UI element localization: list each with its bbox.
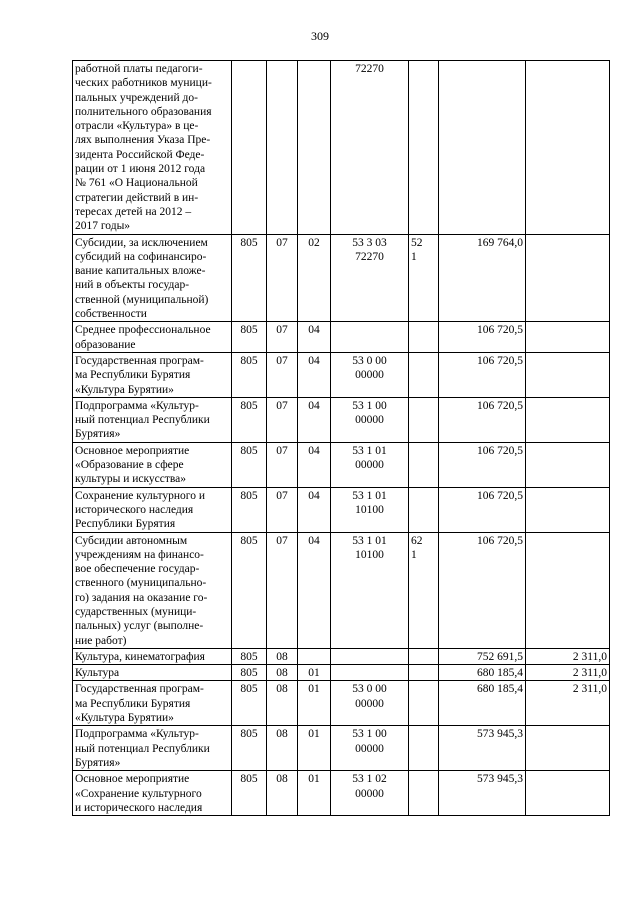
expense-type-cell bbox=[409, 352, 439, 397]
amount-cell: 680 185,4 bbox=[439, 665, 526, 681]
section-cell: 07 bbox=[267, 352, 298, 397]
target-article-cell bbox=[331, 648, 409, 664]
expense-type-cell bbox=[409, 665, 439, 681]
amount-subvention-cell bbox=[526, 61, 610, 235]
amount-cell: 106 720,5 bbox=[439, 532, 526, 648]
row-name-cell: Основное мероприятие «Сохранение культурного и исторического наследия bbox=[73, 771, 232, 816]
target-article-cell: 53 1 01 10100 bbox=[331, 487, 409, 532]
table-row bbox=[73, 234, 610, 322]
amount-subvention-cell bbox=[526, 322, 610, 353]
amount-cell: 106 720,5 bbox=[439, 397, 526, 442]
amount-subvention-cell bbox=[526, 487, 610, 532]
section-cell: 08 bbox=[267, 665, 298, 681]
target-article-cell: 53 1 02 00000 bbox=[331, 771, 409, 816]
row-name-cell: Субсидии, за исключением субсидий на софинансиро- вание капитальных вложе- ний в объекты государ- ственной (муниципальной) собственности bbox=[73, 234, 232, 322]
section-cell: 07 bbox=[267, 397, 298, 442]
grbs-cell: 805 bbox=[232, 397, 267, 442]
table-row bbox=[73, 352, 610, 397]
amount-cell: 106 720,5 bbox=[439, 487, 526, 532]
expense-type-cell bbox=[409, 322, 439, 353]
amount-subvention-cell bbox=[526, 532, 610, 648]
expense-type-cell: 52 1 bbox=[409, 234, 439, 322]
row-name-cell: Субсидии автономным учреждениям на финансо- вое обеспечение государ- ственного (муниципально- го) задания на оказание го- сударственных (муници- пальных) услуг (выполне- ние работ) bbox=[73, 532, 232, 648]
table-row bbox=[73, 397, 610, 442]
row-name-cell: Подпрограмма «Культур- ный потенциал Республики Бурятия» bbox=[73, 726, 232, 771]
amount-cell: 169 764,0 bbox=[439, 234, 526, 322]
grbs-cell: 805 bbox=[232, 665, 267, 681]
amount-cell: 680 185,4 bbox=[439, 681, 526, 726]
section-cell bbox=[267, 61, 298, 235]
row-name-cell: Государственная програм- ма Республики Бурятия «Культура Бурятии» bbox=[73, 352, 232, 397]
table-row bbox=[73, 487, 610, 532]
amount-cell: 573 945,3 bbox=[439, 726, 526, 771]
budget-table bbox=[72, 60, 610, 816]
target-article-cell: 53 3 03 72270 bbox=[331, 234, 409, 322]
expense-type-cell bbox=[409, 61, 439, 235]
amount-cell: 106 720,5 bbox=[439, 322, 526, 353]
amount-subvention-cell bbox=[526, 397, 610, 442]
subsection-cell: 04 bbox=[298, 352, 331, 397]
target-article-cell bbox=[331, 665, 409, 681]
section-cell: 07 bbox=[267, 532, 298, 648]
section-cell: 07 bbox=[267, 487, 298, 532]
subsection-cell: 04 bbox=[298, 322, 331, 353]
expense-type-cell bbox=[409, 442, 439, 487]
table-body bbox=[73, 61, 610, 816]
subsection-cell: 04 bbox=[298, 397, 331, 442]
subsection-cell: 04 bbox=[298, 487, 331, 532]
grbs-cell: 805 bbox=[232, 442, 267, 487]
row-name-cell: Основное мероприятие «Образование в сфере культуры и искусства» bbox=[73, 442, 232, 487]
table-row bbox=[73, 681, 610, 726]
grbs-cell: 805 bbox=[232, 234, 267, 322]
subsection-cell bbox=[298, 648, 331, 664]
row-name-cell: Сохранение культурного и исторического наследия Республики Бурятия bbox=[73, 487, 232, 532]
section-cell: 07 bbox=[267, 442, 298, 487]
table-row bbox=[73, 665, 610, 681]
row-name-cell: работной платы педагоги- ческих работников муници- пальных учреждений до- полнительного образования отрасли «Культура» в це- лях выполнения Указа Пре- зидента Российской Феде- рации от 1 июня 2012 года № 761 «О Национальной стратегии действий в ин- тересах детей на 2012 – 2017 годы» bbox=[73, 61, 232, 235]
expense-type-cell bbox=[409, 397, 439, 442]
section-cell: 07 bbox=[267, 234, 298, 322]
amount-cell: 106 720,5 bbox=[439, 352, 526, 397]
page-number: 309 bbox=[311, 29, 329, 43]
amount-subvention-cell bbox=[526, 726, 610, 771]
amount-subvention-cell bbox=[526, 442, 610, 487]
target-article-cell: 53 1 01 00000 bbox=[331, 442, 409, 487]
expense-type-cell bbox=[409, 648, 439, 664]
grbs-cell: 805 bbox=[232, 322, 267, 353]
section-cell: 08 bbox=[267, 726, 298, 771]
amount-subvention-cell: 2 311,0 bbox=[526, 665, 610, 681]
expense-type-cell bbox=[409, 771, 439, 816]
amount-subvention-cell bbox=[526, 771, 610, 816]
subsection-cell: 01 bbox=[298, 726, 331, 771]
expense-type-cell bbox=[409, 487, 439, 532]
amount-subvention-cell bbox=[526, 352, 610, 397]
target-article-cell: 53 0 00 00000 bbox=[331, 352, 409, 397]
target-article-cell: 53 1 00 00000 bbox=[331, 397, 409, 442]
subsection-cell: 04 bbox=[298, 532, 331, 648]
grbs-cell: 805 bbox=[232, 648, 267, 664]
amount-subvention-cell: 2 311,0 bbox=[526, 681, 610, 726]
row-name-cell: Подпрограмма «Культур- ный потенциал Республики Бурятия» bbox=[73, 397, 232, 442]
subsection-cell: 01 bbox=[298, 665, 331, 681]
table-row bbox=[73, 726, 610, 771]
table-row bbox=[73, 771, 610, 816]
subsection-cell: 04 bbox=[298, 442, 331, 487]
target-article-cell: 53 1 00 00000 bbox=[331, 726, 409, 771]
amount-subvention-cell: 2 311,0 bbox=[526, 648, 610, 664]
table-row bbox=[73, 532, 610, 648]
target-article-cell: 72270 bbox=[331, 61, 409, 235]
grbs-cell: 805 bbox=[232, 771, 267, 816]
grbs-cell: 805 bbox=[232, 352, 267, 397]
amount-cell: 752 691,5 bbox=[439, 648, 526, 664]
table-row bbox=[73, 442, 610, 487]
section-cell: 07 bbox=[267, 322, 298, 353]
section-cell: 08 bbox=[267, 771, 298, 816]
amount-subvention-cell bbox=[526, 234, 610, 322]
table-row bbox=[73, 322, 610, 353]
grbs-cell: 805 bbox=[232, 681, 267, 726]
subsection-cell: 01 bbox=[298, 771, 331, 816]
section-cell: 08 bbox=[267, 681, 298, 726]
section-cell: 08 bbox=[267, 648, 298, 664]
amount-cell: 106 720,5 bbox=[439, 442, 526, 487]
grbs-cell: 805 bbox=[232, 487, 267, 532]
row-name-cell: Культура, кинематография bbox=[73, 648, 232, 664]
table-row bbox=[73, 61, 610, 235]
amount-cell: 573 945,3 bbox=[439, 771, 526, 816]
subsection-cell: 02 bbox=[298, 234, 331, 322]
grbs-cell: 805 bbox=[232, 726, 267, 771]
subsection-cell bbox=[298, 61, 331, 235]
expense-type-cell bbox=[409, 726, 439, 771]
target-article-cell bbox=[331, 322, 409, 353]
grbs-cell bbox=[232, 61, 267, 235]
expense-type-cell: 62 1 bbox=[409, 532, 439, 648]
row-name-cell: Среднее профессиональное образование bbox=[73, 322, 232, 353]
grbs-cell: 805 bbox=[232, 532, 267, 648]
amount-cell bbox=[439, 61, 526, 235]
row-name-cell: Государственная програм- ма Республики Бурятия «Культура Бурятии» bbox=[73, 681, 232, 726]
target-article-cell: 53 0 00 00000 bbox=[331, 681, 409, 726]
row-name-cell: Культура bbox=[73, 665, 232, 681]
expense-type-cell bbox=[409, 681, 439, 726]
subsection-cell: 01 bbox=[298, 681, 331, 726]
target-article-cell: 53 1 01 10100 bbox=[331, 532, 409, 648]
table-row bbox=[73, 648, 610, 664]
